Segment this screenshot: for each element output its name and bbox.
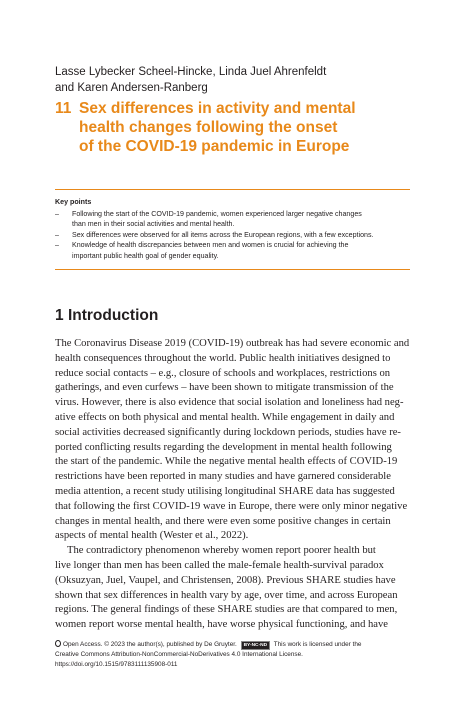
chapter-number: 11 [55, 100, 72, 117]
chapter-title-line: health changes following the onset [79, 119, 338, 136]
body-line: ported conflicting results regarding the development in mental health following [55, 441, 392, 453]
author-line: Lasse Lybecker Scheel-Hincke, Linda Juel Ahrenfeldt [55, 66, 327, 78]
body-line: women report worse mental health, have worse physical functioning, and have [55, 619, 389, 631]
bullet-dash: – [55, 230, 59, 239]
body-line: aspects of mental health (Wester et al., 2022). [55, 530, 249, 542]
key-point-text: than men in their social activities and mental health. [72, 220, 235, 229]
author-line: and Karen Andersen-Ranberg [55, 82, 208, 94]
body-line: social activities decreased significantly during lockdown periods, studies have re- [55, 426, 401, 438]
section-number: 1 [55, 307, 64, 324]
body-line: health consequences throughout the world. Public health initiatives designed to [55, 352, 391, 364]
license-text-line: Creative Commons Attribution-NonCommercial-NoDerivatives 4.0 International License. [55, 651, 303, 658]
body-line: changes in mental health, and there were even some positive changes in certain [55, 515, 391, 527]
footer-license [55, 640, 415, 669]
key-point-text: Following the start of the COVID-19 pandemic, women experienced larger negative changes [72, 209, 362, 218]
body-line: The Coronavirus Disease 2019 (COVID-19) outbreak has had severe economic and [55, 338, 410, 349]
body-text [55, 337, 415, 633]
body-line: shown that sex differences in health vary by age, over time, and across European [55, 589, 398, 601]
key-point-item [55, 240, 410, 261]
key-points-heading: Key points [55, 198, 92, 206]
body-line: live longer than men has been called the male-female health-survival paradox [55, 559, 384, 571]
key-point-text: Sex differences were observed for all items across the European regions, with a few exceptions. [72, 230, 374, 239]
body-line: the start of the pandemic. While the negative mental health effects of COVID-19 [55, 456, 398, 468]
license-text: This work is licensed under the [273, 641, 362, 648]
doi-link[interactable]: https://doi.org/10.1515/9783111135908-011 [55, 660, 178, 668]
key-point-text: Knowledge of health discrepancies between men and women is crucial for achieving the [72, 241, 349, 250]
key-points-top-rule [55, 189, 410, 190]
open-access-lock-icon [55, 640, 61, 647]
body-line: The contradictory phenomenon whereby women report poorer health but [67, 545, 376, 557]
body-line: gatherings, and even curfews – have been shown to mitigate transmission of the [55, 382, 394, 394]
cc-license-badge-icon: BY-NC-ND [241, 641, 270, 650]
body-line: virus. However, there is also evidence that social isolation and loneliness had neg- [55, 397, 404, 409]
bullet-dash: – [55, 209, 59, 218]
body-line: media attention, a recent study utilising longitudinal SHARE data has suggested [55, 485, 395, 497]
key-point-item [55, 230, 410, 241]
section-heading [55, 307, 158, 325]
author-list [55, 64, 425, 96]
body-line: (Oksuzyan, Juel, Vaupel, and Christensen, 2008). Previous SHARE studies have [55, 574, 396, 586]
section-title: Introduction [67, 307, 159, 324]
body-line: ative effects on both physical and mental health. While engagement in daily and [55, 411, 395, 423]
key-points-bottom-rule [55, 269, 410, 270]
open-access-text: Open Access. © 2023 the author(s), published by De Gruyter. [63, 641, 237, 648]
chapter-title-line: of the COVID-19 pandemic in Europe [79, 138, 350, 155]
key-point-text: important public health goal of gender equality. [72, 251, 219, 260]
body-line: restrictions have been reported in many studies and have garnered considerable [55, 471, 391, 483]
key-points-box [55, 197, 410, 262]
footer-line [55, 640, 415, 650]
body-line: that following the first COVID-19 wave in Europe, there were only minor negative [55, 500, 408, 512]
body-line: regions. The general findings of these SHARE studies are that compared to men, [55, 604, 398, 616]
key-point-item [55, 209, 410, 230]
chapter-title-line: Sex differences in activity and mental [79, 100, 356, 117]
body-line: reduce social contacts – e.g., closure of schools and workplaces, restrictions on [55, 367, 391, 379]
bullet-dash: – [55, 241, 59, 250]
